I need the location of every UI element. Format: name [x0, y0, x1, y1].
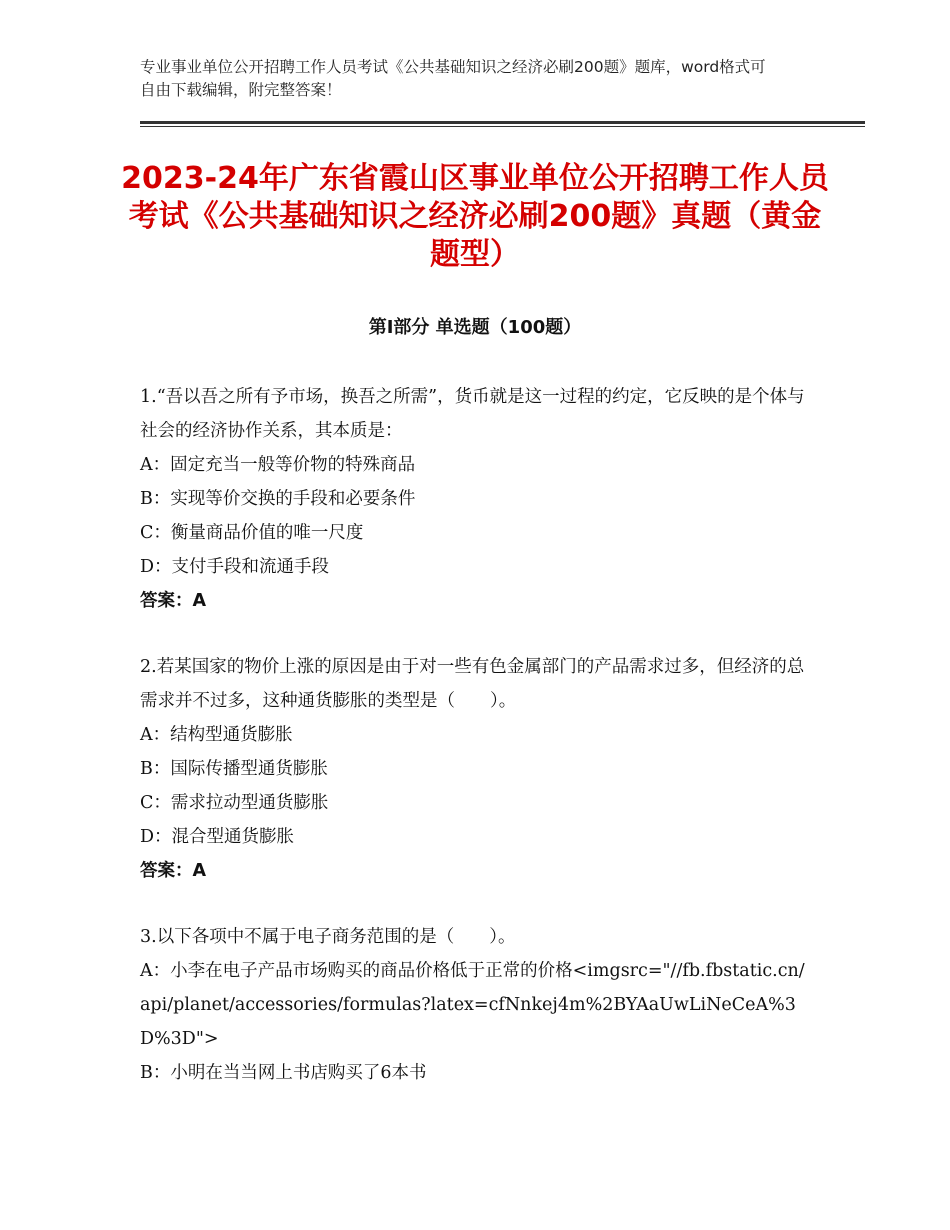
answer: 答案：A — [140, 861, 207, 881]
question-stem: 2.若某国家的物价上涨的原因是由于对一些有色金属部门的产品需求过多，但经济的总需求并不过多，这种通货膨胀的类型是（ ）。 — [140, 657, 805, 711]
option-b: B：实现等价交换的手段和必要条件 — [140, 489, 416, 509]
header-note: 专业事业单位公开招聘工作人员考试《公共基础知识之经济必刷200题》题库，word格式可自由下载编辑，附完整答案！ — [140, 58, 766, 99]
option-c: C：需求拉动型通货膨胀 — [140, 793, 329, 813]
option-b: B：小明在当当网上书店购买了6本书 — [140, 1063, 427, 1083]
document-title: 2023-24年广东省霞山区事业单位公开招聘工作人员考试《公共基础知识之经济必刷200题》真题（黄金题型） — [121, 161, 829, 272]
option-d: D：混合型通货膨胀 — [140, 827, 295, 847]
question-2 — [140, 650, 810, 888]
header-divider-thin — [140, 126, 865, 127]
section-title: 第Ⅰ部分 单选题（100题） — [368, 317, 582, 338]
option-c: C：衡量商品价值的唯一尺度 — [140, 523, 364, 543]
question-stem: 1.“吾以吾之所有予市场，换吾之所需”，货币就是这一过程的约定，它反映的是个体与社会的经济协作关系，其本质是： — [140, 387, 805, 441]
question-3 — [140, 920, 810, 1090]
header-divider-thick — [140, 121, 865, 124]
option-a: A：小李在电子产品市场购买的商品价格低于正常的价格<imgsrc="//fb.fbstatic.cn/api/planet/accessories/formulas?latex=cfNnkej4m%2BYAaUwLiNeCeA%3D%3D"> — [140, 961, 805, 1049]
question-list — [140, 380, 810, 1122]
answer: 答案：A — [140, 591, 207, 611]
question-1 — [140, 380, 810, 618]
option-a: A：固定充当一般等价物的特殊商品 — [140, 455, 416, 475]
question-stem: 3.以下各项中不属于电子商务范围的是（ ）。 — [140, 927, 516, 947]
option-a: A：结构型通货膨胀 — [140, 725, 293, 745]
option-d: D：支付手段和流通手段 — [140, 557, 330, 577]
option-b: B：国际传播型通货膨胀 — [140, 759, 328, 779]
